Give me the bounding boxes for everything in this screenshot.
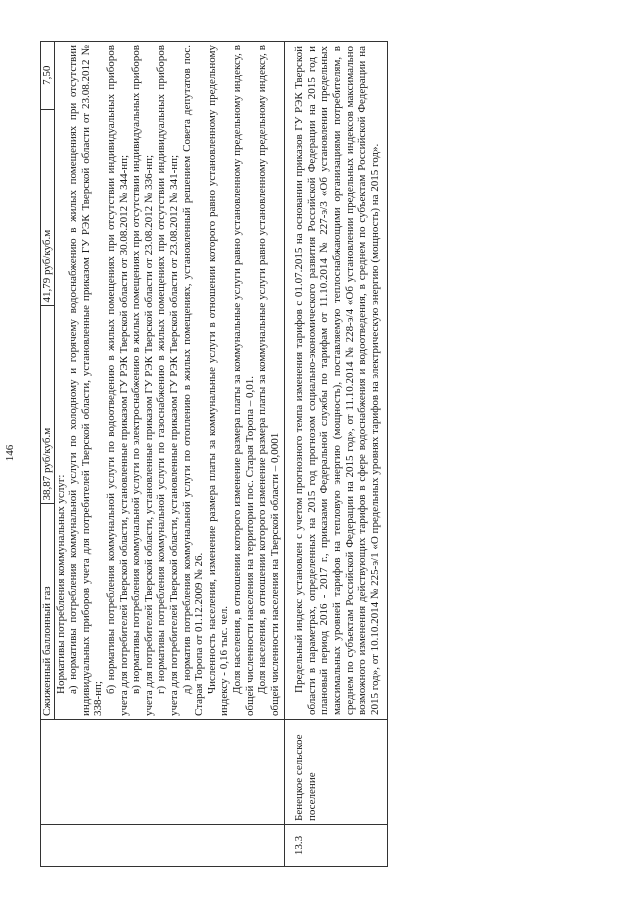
row-number: 13.3 — [285, 825, 388, 867]
gas-price-2: 41,79 руб/куб.м — [41, 110, 54, 306]
norms-cell — [41, 42, 285, 720]
norm-d: д) норматив потребления коммунальной услуги по отоплению в жилых помещениях, установленный решением Совета депутатов пос. Старая Торопа от 01.12.2009 № 26. — [180, 45, 206, 716]
page-number: 146 — [4, 444, 16, 462]
population-share-region: Доля населения, в отношении которого изменение размера платы за коммунальные услуги равно установленному предельному индексу, в общей численности населения на Тверской области – 0,0001 — [256, 45, 281, 716]
table-row — [285, 42, 388, 867]
norms-text — [55, 42, 285, 719]
gas-index: 7,50 — [41, 41, 54, 110]
settlement-name: Бенецкое сельское поселение — [285, 720, 388, 825]
norm-g: г) нормативы потребления коммунальной услуги по газоснабжению в жилых помещениях при отсутствии индивидуальных приборов учета для потребителей Тверской области, установленные приказом ГУ РЭК Тверской области от 23.08.2012 № 341-нп; — [155, 45, 180, 716]
population-count: Численность населения, изменение размера платы за коммунальные услуги в отношении которого равно установленному предельному индексу - 0,16 тыс. чел. — [205, 45, 231, 716]
index-explanation-cell — [285, 42, 388, 720]
gas-label: Сжиженный баллонный газ — [41, 504, 54, 719]
population-share-local: Доля населения, в отношении которого изменение размера платы за коммунальные услуги равно установленному предельному индексу, в общей численности населения на территории пос. Старая Торопа – 0,01. — [230, 45, 256, 716]
gas-price-table — [41, 41, 55, 719]
table-row — [41, 42, 285, 867]
tariff-table — [40, 41, 388, 867]
index-explanation: Предельный индекс установлен с учетом прогнозного темпа изменения тарифов с 01.07.2015 на основании приказов ГУ РЭК Тверской области в параметрах, определенных на 2015 год прогнозом социально-экономического развития Российской Федерации на 2015 год и плановый период 2016 - 2017 г., приказами Федеральной службы по тарифам от 11.10.2014 № 227-э/3 «Об установлении предельных максимальных уровней тарифов на тепловую энергию (мощность), поставляемую теплоснабжающими организациями потребителям, в среднем по субъектам Российской Федерации на 2015 год», от 11.10.2014 № 228-э/4 «Об установлении предельных индексов максимально возможного изменения действующих тарифов в сфере водоснабжения и водоотведения, в среднем по субъектам Российской Федерации на 2015 год», от 10.10.2014 № 225-э/1 «О предельных уровнях тарифов на электрическую энергию (мощность) на 2015 год». — [293, 46, 381, 715]
norms-heading: Нормативы потребления коммунальных услуг: — [54, 474, 67, 694]
gas-row — [41, 41, 54, 719]
norm-b: б) нормативы потребления коммунальной услуги по водоотведению в жилых помещениях при отсутствии индивидуальных приборов учета для потребителей Тверской области, установленные приказом ГУ РЭК Тверской области от 30.08.2012 № 344-нп; — [104, 45, 130, 716]
norm-a: а) нормативы потребления коммунальной услуги по холодному и горячему водоснабжению в жилых помещениях при отсутствии индивидуальных приборов учета для потребителей Тверской области, установленные приказом ГУ РЭК Тверской области от 23.08.2012 № 338-нп; — [67, 45, 105, 716]
norm-v: в) нормативы потребления коммунальной услуги по электроснабжению в жилых помещениях при отсутствии индивидуальных приборов учета для потребителей Тверской области, установленные приказом ГУ РЭК Тверской области от 23.08.2012 № 336-нп; — [130, 45, 155, 716]
gas-price-1: 38,87 руб/куб.м — [41, 306, 54, 504]
